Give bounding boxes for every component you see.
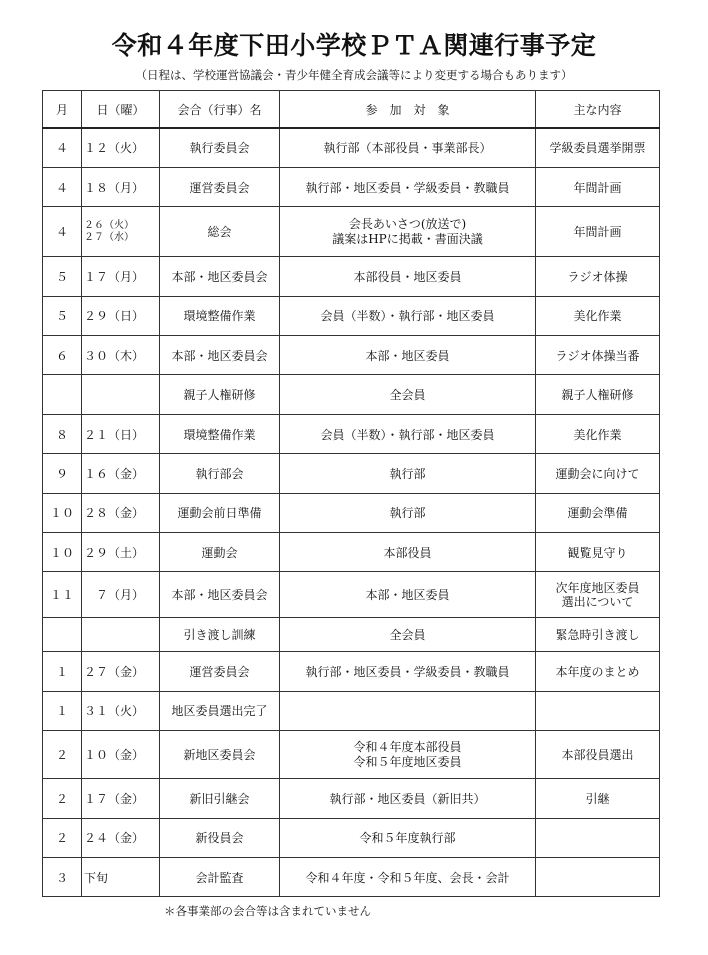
cell-content: ラジオ体操 — [536, 257, 660, 296]
cell-month: １１ — [43, 572, 82, 618]
cell-target-line2: 議案はHPに掲載・書面決議 — [332, 231, 483, 246]
cell-content: 本年度のまとめ — [536, 652, 660, 691]
cell-content-line2: 選出について — [561, 594, 634, 609]
cell-content: 年間計画 — [536, 167, 660, 206]
cell-target-line1: 会長あいさつ(放送で) — [348, 217, 467, 232]
cell-name: 親子人権研修 — [160, 375, 280, 414]
table-row — [43, 414, 660, 453]
table-row — [43, 779, 660, 818]
cell-content: 運動会準備 — [536, 493, 660, 532]
cell-month — [43, 618, 82, 652]
table-row — [43, 857, 660, 896]
cell-day: ７（月） — [82, 572, 160, 618]
cell-day: 下旬 — [82, 857, 160, 896]
cell-name: 環境整備作業 — [160, 414, 280, 453]
cell-day — [82, 207, 160, 257]
cell-month: ２ — [43, 818, 82, 857]
cell-content — [536, 691, 660, 730]
cell-day: １７（月） — [82, 257, 160, 296]
cell-month: ２ — [43, 731, 82, 779]
cell-target: 全会員 — [280, 618, 536, 652]
cell-day: ２９（日） — [82, 296, 160, 335]
table-row — [43, 731, 660, 779]
cell-content: 運動会に向けて — [536, 454, 660, 493]
cell-target: 執行部 — [280, 454, 536, 493]
cell-month: １ — [43, 691, 82, 730]
table-row — [43, 818, 660, 857]
table-row — [43, 296, 660, 335]
cell-target: 執行部・地区委員・学級委員・教職員 — [280, 167, 536, 206]
cell-name: 執行委員会 — [160, 128, 280, 167]
cell-day: ３１（火） — [82, 691, 160, 730]
table-row — [43, 207, 660, 257]
table-row — [43, 336, 660, 375]
page-title: 令和４年度下田小学校ＰＴＡ関連行事予定 — [111, 31, 597, 60]
cell-day: １８（月） — [82, 167, 160, 206]
table-row — [43, 257, 660, 296]
cell-content-line1: 次年度地区委員 — [555, 580, 640, 595]
cell-name: 新役員会 — [160, 818, 280, 857]
cell-target: 会員（半数）・執行部・地区委員 — [280, 414, 536, 453]
table-row — [43, 454, 660, 493]
cell-target: 本部・地区委員 — [280, 336, 536, 375]
cell-content: 美化作業 — [536, 414, 660, 453]
cell-content: 親子人権研修 — [536, 375, 660, 414]
cell-target: 執行部 — [280, 493, 536, 532]
table-row — [43, 618, 660, 652]
cell-name: 運動会 — [160, 533, 280, 572]
table-row — [43, 691, 660, 730]
cell-month — [43, 375, 82, 414]
cell-month: ９ — [43, 454, 82, 493]
cell-name: 運動会前日準備 — [160, 493, 280, 532]
header-row — [43, 91, 660, 129]
cell-content — [536, 857, 660, 896]
cell-month: １ — [43, 652, 82, 691]
cell-target: 本部役員・地区委員 — [280, 257, 536, 296]
cell-name: 運営委員会 — [160, 652, 280, 691]
cell-content: 引継 — [536, 779, 660, 818]
cell-day: １２（火） — [82, 128, 160, 167]
cell-target: 令和４年度・令和５年度、会長・会計 — [280, 857, 536, 896]
cell-month: ３ — [43, 857, 82, 896]
cell-content: 本部役員選出 — [536, 731, 660, 779]
cell-content: ラジオ体操当番 — [536, 336, 660, 375]
schedule-note: （日程は、学校運営協議会・青少年健全育成会議等により変更する場合もあります） — [135, 68, 573, 82]
table-row — [43, 652, 660, 691]
cell-month: ８ — [43, 414, 82, 453]
cell-day-line2: ２７（水） — [84, 231, 134, 243]
cell-month: ４ — [43, 128, 82, 167]
cell-name: 本部・地区委員会 — [160, 336, 280, 375]
cell-name: 運営委員会 — [160, 167, 280, 206]
cell-month: ５ — [43, 296, 82, 335]
cell-day: ２１（日） — [82, 414, 160, 453]
cell-content: 学級委員選挙開票 — [536, 128, 660, 167]
cell-target-line1: 令和４年度本部役員 — [353, 740, 462, 755]
cell-content — [536, 572, 660, 618]
cell-name: 本部・地区委員会 — [160, 572, 280, 618]
cell-target-line2: 令和５年度地区委員 — [353, 754, 462, 769]
cell-target: 全会員 — [280, 375, 536, 414]
table-row — [43, 167, 660, 206]
footnote: ＊各事業部の会合等は含まれていません — [164, 904, 371, 918]
cell-day: ２４（金） — [82, 818, 160, 857]
header-month: 月 — [43, 91, 82, 129]
cell-content: 美化作業 — [536, 296, 660, 335]
cell-content: 年間計画 — [536, 207, 660, 257]
cell-target — [280, 731, 536, 779]
cell-name: 引き渡し訓練 — [160, 618, 280, 652]
cell-target — [280, 207, 536, 257]
cell-month: １０ — [43, 493, 82, 532]
cell-name: 総会 — [160, 207, 280, 257]
schedule-table — [42, 90, 660, 897]
header-name: 会合（行事）名 — [160, 91, 280, 129]
cell-content — [536, 818, 660, 857]
cell-month: ４ — [43, 207, 82, 257]
cell-content: 緊急時引き渡し — [536, 618, 660, 652]
cell-month: ６ — [43, 336, 82, 375]
cell-day: ３０（木） — [82, 336, 160, 375]
cell-day — [82, 375, 160, 414]
cell-month: １０ — [43, 533, 82, 572]
cell-name: 執行部会 — [160, 454, 280, 493]
cell-name: 本部・地区委員会 — [160, 257, 280, 296]
cell-content: 観覧見守り — [536, 533, 660, 572]
table-row — [43, 375, 660, 414]
cell-target: 執行部（本部役員・事業部長） — [280, 128, 536, 167]
cell-name: 環境整備作業 — [160, 296, 280, 335]
table-row — [43, 572, 660, 618]
cell-month: ５ — [43, 257, 82, 296]
cell-name: 会計監査 — [160, 857, 280, 896]
cell-target — [280, 691, 536, 730]
header-content: 主な内容 — [536, 91, 660, 129]
header-day: 日（曜） — [82, 91, 160, 129]
cell-day: １０（金） — [82, 731, 160, 779]
cell-name: 新旧引継会 — [160, 779, 280, 818]
cell-month: ４ — [43, 167, 82, 206]
cell-target: 会員（半数）・執行部・地区委員 — [280, 296, 536, 335]
cell-target: 執行部・地区委員・学級委員・教職員 — [280, 652, 536, 691]
header-target: 参 加 対 象 — [280, 91, 536, 129]
table-row — [43, 493, 660, 532]
cell-day — [82, 618, 160, 652]
cell-day: ２９（土） — [82, 533, 160, 572]
cell-target: 本部・地区委員 — [280, 572, 536, 618]
table-row — [43, 533, 660, 572]
cell-target: 執行部・地区委員（新旧共） — [280, 779, 536, 818]
cell-day: １６（金） — [82, 454, 160, 493]
cell-name: 地区委員選出完了 — [160, 691, 280, 730]
cell-day-line1: ２６（火） — [84, 219, 134, 231]
cell-target: 本部役員 — [280, 533, 536, 572]
cell-day: ２８（金） — [82, 493, 160, 532]
cell-month: ２ — [43, 779, 82, 818]
cell-name: 新地区委員会 — [160, 731, 280, 779]
cell-day: １７（金） — [82, 779, 160, 818]
table-row — [43, 128, 660, 167]
cell-target: 令和５年度執行部 — [280, 818, 536, 857]
cell-day: ２７（金） — [82, 652, 160, 691]
